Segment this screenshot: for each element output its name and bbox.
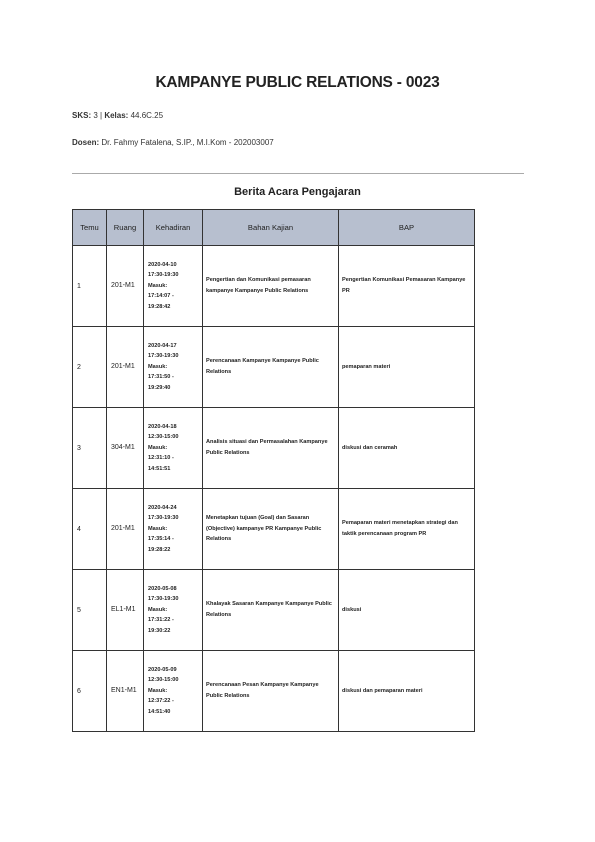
dosen-label: Dosen: <box>72 138 100 147</box>
attendance-line: 2020-04-10 <box>148 261 177 268</box>
attendance-line: 17:31:50 - <box>148 374 174 381</box>
cell-bahan-kajian: Perencanaan Kampanye Kampanye Public Relations <box>203 327 339 408</box>
sks-label: SKS: <box>72 111 92 120</box>
cell-temu: 5 <box>73 570 107 651</box>
kelas-label: Kelas: <box>104 111 129 120</box>
cell-bahan-kajian: Khalayak Sasaran Kampanye Kampanye Public Relations <box>203 570 339 651</box>
cell-kehadiran <box>144 489 203 570</box>
cell-temu: 4 <box>73 489 107 570</box>
teaching-log-table <box>72 209 475 732</box>
attendance-line: Masuk: <box>148 282 168 289</box>
table-row <box>73 246 475 327</box>
cell-ruang: EN1-M1 <box>107 651 144 732</box>
attendance-line: Masuk: <box>148 444 168 451</box>
table-header-row <box>73 210 475 246</box>
attendance-line: 2020-05-08 <box>148 585 177 592</box>
cell-ruang: 201-M1 <box>107 246 144 327</box>
attendance-line: 17:30-19:30 <box>148 272 179 279</box>
attendance-line: 2020-04-24 <box>148 504 177 511</box>
cell-bap: pemaparan materi <box>339 327 475 408</box>
attendance-line: 19:30:22 <box>148 627 171 634</box>
cell-bahan-kajian: Analisis situasi dan Permasalahan Kampanye Public Relations <box>203 408 339 489</box>
dosen-value: Dr. Fahmy Fatalena, S.IP., M.I.Kom - 202003007 <box>99 138 274 147</box>
cell-temu: 3 <box>73 408 107 489</box>
table-row <box>73 408 475 489</box>
cell-bap: Pemaparan materi menetapkan strategi dan taktik perencanaan program PR <box>339 489 475 570</box>
column-header-bap: BAP <box>339 210 475 246</box>
attendance-line: 19:28:22 <box>148 546 171 553</box>
attendance-line: 14:51:51 <box>148 465 171 472</box>
attendance-line: 14:51:40 <box>148 708 171 715</box>
sks-value: 3 | <box>91 111 105 120</box>
attendance-line: 17:14:07 - <box>148 293 174 300</box>
table-row <box>73 489 475 570</box>
column-header-bahan-kajian: Bahan Kajian <box>203 210 339 246</box>
attendance-line: 17:30-19:30 <box>148 515 179 522</box>
attendance-line: 17:31:22 - <box>148 617 174 624</box>
attendance-line: 12:30-15:00 <box>148 677 179 684</box>
column-header-kehadiran: Kehadiran <box>144 210 203 246</box>
attendance-line: Masuk: <box>148 606 168 613</box>
attendance-line: 17:30-19:30 <box>148 596 179 603</box>
attendance-line: 17:30-19:30 <box>148 353 179 360</box>
column-header-temu: Temu <box>73 210 107 246</box>
attendance-line: 2020-04-17 <box>148 342 177 349</box>
page-title: KAMPANYE PUBLIC RELATIONS - 0023 <box>155 74 440 91</box>
table-row <box>73 570 475 651</box>
cell-kehadiran <box>144 246 203 327</box>
attendance-line: Masuk: <box>148 525 168 532</box>
attendance-line: 12:30-15:00 <box>148 434 179 441</box>
attendance-line: 2020-05-09 <box>148 666 177 673</box>
cell-temu: 6 <box>73 651 107 732</box>
attendance-line: 12:37:22 - <box>148 698 174 705</box>
cell-bap: Pengertian Komunikasi Pemasaran Kampanye PR <box>339 246 475 327</box>
cell-ruang: 201-M1 <box>107 327 144 408</box>
cell-bap: diskusi dan pemaparan materi <box>339 651 475 732</box>
column-header-ruang: Ruang <box>107 210 144 246</box>
attendance-line: 19:29:40 <box>148 384 171 391</box>
cell-bahan-kajian: Perencanaan Pesan Kampanye Kampanye Public Relations <box>203 651 339 732</box>
attendance-line: 2020-04-18 <box>148 423 177 430</box>
cell-kehadiran <box>144 408 203 489</box>
cell-kehadiran <box>144 327 203 408</box>
cell-bahan-kajian: Menetapkan tujuan (Goal) dan Sasaran (Objective) kampanye PR Kampanye Public Relations <box>203 489 339 570</box>
cell-ruang: 201-M1 <box>107 489 144 570</box>
kelas-value: 44.6C.25 <box>128 111 164 120</box>
cell-kehadiran <box>144 570 203 651</box>
attendance-line: 12:31:10 - <box>148 455 174 462</box>
attendance-line: Masuk: <box>148 363 168 370</box>
lecturer-info <box>72 138 274 147</box>
course-info <box>72 111 163 120</box>
cell-bap: diskusi dan ceramah <box>339 408 475 489</box>
cell-temu: 1 <box>73 246 107 327</box>
table-title: Berita Acara Pengajaran <box>234 186 361 198</box>
table-row <box>73 651 475 732</box>
cell-bahan-kajian: Pengertian dan Komunikasi pemasaran kampanye Kampanye Public Relations <box>203 246 339 327</box>
attendance-line: Masuk: <box>148 687 168 694</box>
cell-ruang: EL1-M1 <box>107 570 144 651</box>
cell-temu: 2 <box>73 327 107 408</box>
cell-kehadiran <box>144 651 203 732</box>
cell-bap: diskusi <box>339 570 475 651</box>
table-row <box>73 327 475 408</box>
attendance-line: 17:35:14 - <box>148 536 174 543</box>
cell-ruang: 304-M1 <box>107 408 144 489</box>
divider <box>72 173 524 174</box>
attendance-line: 19:28:42 <box>148 303 171 310</box>
